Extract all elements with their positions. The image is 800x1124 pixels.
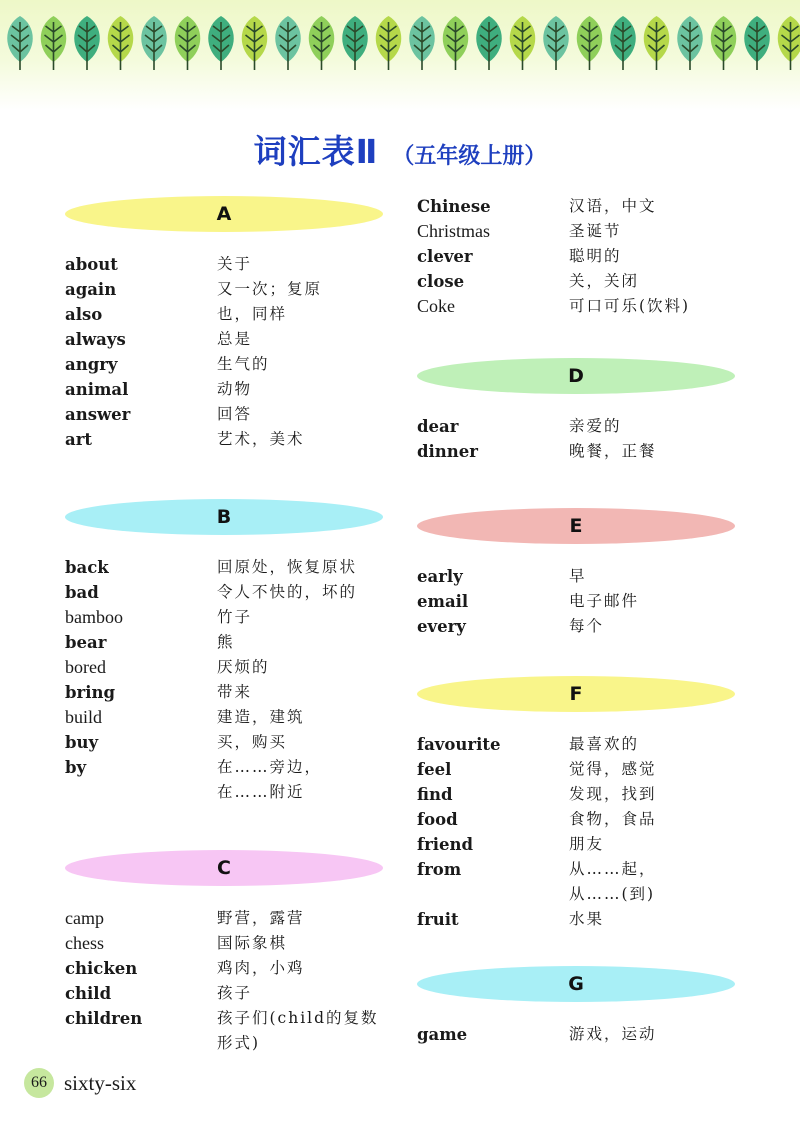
- entry-word: dinner: [417, 442, 478, 461]
- section-d: [417, 358, 757, 464]
- leaf-icon: [443, 16, 469, 70]
- section-header-e: [417, 508, 735, 544]
- entry-list: [417, 194, 757, 319]
- vocab-entry: [65, 580, 405, 605]
- leaf-icon: [409, 16, 435, 70]
- entry-meaning: [569, 564, 759, 589]
- entry-word: Coke: [417, 296, 455, 316]
- vocab-entry: [65, 981, 405, 1006]
- entry-meaning-line: 动物: [217, 380, 253, 398]
- entry-meaning: [217, 981, 407, 1006]
- entry-word: Chinese: [417, 197, 491, 216]
- entry-meaning: [217, 427, 407, 452]
- leaf-icon: [108, 16, 134, 70]
- entry-meaning: [217, 630, 407, 655]
- entry-meaning-line: 孩子: [217, 984, 253, 1002]
- vocab-entry: [65, 755, 405, 805]
- entry-meaning-line: 回答: [217, 405, 253, 423]
- vocab-entry: [417, 589, 757, 614]
- entry-list: [417, 732, 757, 932]
- page-number-word: sixty-six: [64, 1070, 137, 1095]
- entry-meaning: [217, 302, 407, 327]
- entry-meaning: [217, 931, 407, 956]
- vocab-entry: [417, 244, 757, 269]
- entry-list: [417, 1022, 757, 1047]
- entry-meaning: [217, 730, 407, 755]
- vocab-entry: [417, 219, 757, 244]
- vocab-entry: [417, 414, 757, 439]
- section-a: [65, 196, 405, 452]
- leaf-icon: [376, 16, 402, 70]
- entry-meaning: [217, 352, 407, 377]
- section-g: [417, 966, 757, 1047]
- entry-meaning: [569, 219, 759, 244]
- entry-word: about: [65, 255, 118, 274]
- vocab-entry: [65, 931, 405, 956]
- entry-meaning-line: 熊: [217, 633, 235, 651]
- entry-meaning-line: 国际象棋: [217, 934, 288, 952]
- entry-word: bored: [65, 657, 106, 677]
- vocab-entry: [65, 730, 405, 755]
- vocab-entry: [65, 277, 405, 302]
- vocab-entry: [65, 352, 405, 377]
- entry-meaning-line: 也，同样: [217, 305, 288, 323]
- entry-meaning-line: 从……起，: [569, 860, 657, 878]
- entry-word: food: [417, 810, 458, 829]
- leaf-border-decoration: [0, 0, 800, 80]
- entry-word: animal: [65, 380, 129, 399]
- vocab-entry: [417, 857, 757, 907]
- vocab-entry: [65, 252, 405, 277]
- entry-word: dear: [417, 417, 459, 436]
- vocab-entry: [417, 807, 757, 832]
- title-main: 词汇表Ⅱ: [253, 132, 379, 171]
- section-letter: A: [216, 203, 232, 225]
- leaf-icon: [543, 16, 569, 70]
- vocab-entry: [65, 630, 405, 655]
- entry-meaning-line: 在……旁边，: [217, 758, 323, 776]
- entry-word: always: [65, 330, 126, 349]
- section-f: [417, 676, 757, 932]
- leaf-icon: [74, 16, 100, 70]
- entry-meaning-line: 早: [569, 567, 587, 585]
- entry-meaning-line: 生气的: [217, 355, 270, 373]
- leaf-icon: [141, 16, 167, 70]
- entry-meaning: [569, 439, 759, 464]
- entry-meaning: [569, 269, 759, 294]
- entry-list: [65, 555, 405, 805]
- leaf-icon: [744, 16, 770, 70]
- entry-list: [65, 906, 405, 1056]
- entry-meaning-line: 亲爱的: [569, 417, 622, 435]
- entry-meaning-line: 关，关闭: [569, 272, 640, 290]
- leaf-icon: [711, 16, 737, 70]
- entry-meaning: [569, 194, 759, 219]
- leaf-icon: [242, 16, 268, 70]
- entry-meaning-line: 觉得，感觉: [569, 760, 657, 778]
- entry-meaning: [217, 755, 407, 805]
- section-header-b: [65, 499, 383, 535]
- entry-word: answer: [65, 405, 131, 424]
- entry-meaning: [217, 680, 407, 705]
- entry-meaning: [569, 807, 759, 832]
- entry-meaning-line: 野营，露营: [217, 909, 305, 927]
- entry-word: find: [417, 785, 453, 804]
- section-letter: E: [569, 515, 583, 537]
- entry-meaning: [217, 402, 407, 427]
- leaf-icon: [778, 16, 800, 70]
- entry-meaning: [569, 614, 759, 639]
- entry-meaning: [217, 906, 407, 931]
- vocab-entry: [417, 732, 757, 757]
- leaf-icon: [342, 16, 368, 70]
- section-letter: G: [568, 973, 584, 995]
- entry-meaning: [569, 782, 759, 807]
- entry-meaning-line: 聪明的: [569, 247, 622, 265]
- entry-meaning-line: 晚餐，正餐: [569, 442, 657, 460]
- vocab-entry: [417, 194, 757, 219]
- entry-meaning: [217, 605, 407, 630]
- entry-meaning: [569, 1022, 759, 1047]
- vocab-entry: [65, 302, 405, 327]
- section-header-f: [417, 676, 735, 712]
- entry-meaning-line: 在……附近: [217, 783, 305, 801]
- section-c: [65, 850, 405, 1056]
- leaf-icon: [309, 16, 335, 70]
- page-footer: [24, 1068, 136, 1098]
- entry-meaning-line: 从……(到): [569, 885, 656, 903]
- section-letter: C: [217, 857, 231, 879]
- entry-meaning: [217, 705, 407, 730]
- entry-word: chess: [65, 933, 104, 953]
- vocab-entry: [417, 269, 757, 294]
- leaf-icon: [577, 16, 603, 70]
- entry-word: children: [65, 1009, 143, 1028]
- section-header-g: [417, 966, 735, 1002]
- entry-meaning-line: 汉语，中文: [569, 197, 657, 215]
- entry-meaning-line: 令人不快的，坏的: [217, 583, 358, 601]
- entry-meaning-line: 可口可乐(饮料): [569, 297, 691, 315]
- entry-meaning-line: 总是: [217, 330, 253, 348]
- entry-word: art: [65, 430, 93, 449]
- entry-word: again: [65, 280, 117, 299]
- entry-meaning-line: 厌烦的: [217, 658, 270, 676]
- entry-word: back: [65, 558, 109, 577]
- entry-meaning-line: 建造，建筑: [217, 708, 305, 726]
- entry-word: bring: [65, 683, 116, 702]
- entry-meaning: [569, 832, 759, 857]
- entry-meaning-line: 买，购买: [217, 733, 288, 751]
- entry-list: [417, 414, 757, 464]
- entry-word: feel: [417, 760, 452, 779]
- entry-meaning-line: 形式): [217, 1034, 261, 1052]
- entry-meaning: [569, 589, 759, 614]
- entry-meaning-line: 圣诞节: [569, 222, 622, 240]
- entry-list: [417, 564, 757, 639]
- entry-word: buy: [65, 733, 99, 752]
- title-sub: （五年级上册）: [392, 144, 547, 169]
- entry-meaning-line: 孩子们(child的复数: [217, 1009, 379, 1027]
- leaf-icon: [41, 16, 67, 70]
- entry-meaning-line: 又一次；复原: [217, 280, 323, 298]
- entry-word: fruit: [417, 910, 459, 929]
- entry-meaning-line: 发现，找到: [569, 785, 657, 803]
- vocab-entry: [65, 906, 405, 931]
- entry-word: Christmas: [417, 221, 491, 241]
- entry-list: [65, 252, 405, 452]
- entry-word: chicken: [65, 959, 138, 978]
- vocab-entry: [417, 782, 757, 807]
- entry-word: close: [417, 272, 465, 291]
- entry-word: child: [65, 984, 112, 1003]
- section-letter: D: [568, 365, 584, 387]
- leaf-icon: [610, 16, 636, 70]
- entry-word: angry: [65, 355, 118, 374]
- leaf-icon: [208, 16, 234, 70]
- entry-meaning: [569, 732, 759, 757]
- vocab-entry: [65, 680, 405, 705]
- entry-meaning-line: 游戏，运动: [569, 1025, 657, 1043]
- page-title: [0, 126, 800, 173]
- entry-word: camp: [65, 908, 104, 928]
- leaf-icon: [510, 16, 536, 70]
- entry-meaning: [217, 555, 407, 580]
- entry-meaning: [569, 414, 759, 439]
- entry-word: by: [65, 758, 87, 777]
- entry-meaning: [569, 857, 759, 907]
- entry-meaning-line: 水果: [569, 910, 605, 928]
- entry-word: from: [417, 860, 462, 879]
- entry-word: bad: [65, 583, 99, 602]
- leaf-banner: [0, 0, 800, 110]
- entry-meaning: [569, 244, 759, 269]
- entry-meaning: [217, 580, 407, 605]
- entry-meaning-line: 带来: [217, 683, 253, 701]
- section-header-c: [65, 850, 383, 886]
- entry-meaning: [569, 907, 759, 932]
- entry-meaning-line: 回原处，恢复原状: [217, 558, 358, 576]
- entry-word: bamboo: [65, 607, 123, 627]
- entry-word: early: [417, 567, 463, 586]
- entry-meaning-line: 鸡肉，小鸡: [217, 959, 305, 977]
- entry-word: every: [417, 617, 466, 636]
- entry-meaning: [217, 277, 407, 302]
- vocab-entry: [417, 907, 757, 932]
- entry-word: friend: [417, 835, 474, 854]
- entry-meaning: [217, 956, 407, 981]
- entry-word: also: [65, 305, 103, 324]
- entry-word: build: [65, 707, 103, 727]
- leaf-icon: [175, 16, 201, 70]
- leaf-icon: [677, 16, 703, 70]
- vocab-entry: [65, 427, 405, 452]
- vocab-entry: [417, 614, 757, 639]
- entry-meaning: [569, 294, 759, 319]
- vocab-entry: [417, 564, 757, 589]
- vocab-entry: [65, 555, 405, 580]
- section-header-d: [417, 358, 735, 394]
- vocab-entry: [417, 832, 757, 857]
- leaf-icon: [7, 16, 33, 70]
- entry-meaning: [217, 252, 407, 277]
- leaf-icon: [644, 16, 670, 70]
- entry-word: favourite: [417, 735, 501, 754]
- section-letter: B: [216, 506, 232, 528]
- entry-word: game: [417, 1025, 468, 1044]
- section-letter: F: [569, 683, 583, 705]
- vocab-entry: [65, 705, 405, 730]
- entry-meaning-line: 竹子: [217, 608, 253, 626]
- entry-word: email: [417, 592, 469, 611]
- entry-meaning-line: 最喜欢的: [569, 735, 640, 753]
- section-header-a: [65, 196, 383, 232]
- entry-meaning: [217, 377, 407, 402]
- entry-meaning: [569, 757, 759, 782]
- entry-meaning-line: 朋友: [569, 835, 605, 853]
- vocab-entry: [65, 956, 405, 981]
- vocab-entry: [417, 1022, 757, 1047]
- entry-meaning-line: 艺术，美术: [217, 430, 305, 448]
- leaf-icon: [476, 16, 502, 70]
- vocab-entry: [417, 757, 757, 782]
- entry-word: clever: [417, 247, 473, 266]
- vocab-entry: [65, 402, 405, 427]
- vocab-entry: [65, 655, 405, 680]
- vocab-entry: [65, 377, 405, 402]
- vocab-entry: [417, 439, 757, 464]
- entry-meaning-line: 关于: [217, 255, 253, 273]
- leaf-icon: [275, 16, 301, 70]
- vocab-entry: [65, 1006, 405, 1056]
- section-b: [65, 499, 405, 805]
- vocab-entry: [65, 327, 405, 352]
- entry-meaning-line: 食物，食品: [569, 810, 657, 828]
- entry-word: bear: [65, 633, 107, 652]
- page-number: 66: [24, 1068, 54, 1098]
- entry-meaning-line: 电子邮件: [569, 592, 640, 610]
- entry-meaning: [217, 327, 407, 352]
- vocab-entry: [65, 605, 405, 630]
- entry-meaning: [217, 655, 407, 680]
- vocab-entry: [417, 294, 757, 319]
- entry-meaning-line: 每个: [569, 617, 605, 635]
- section-e: [417, 508, 757, 639]
- entry-meaning: [217, 1006, 407, 1056]
- section-c-continued: [417, 194, 757, 319]
